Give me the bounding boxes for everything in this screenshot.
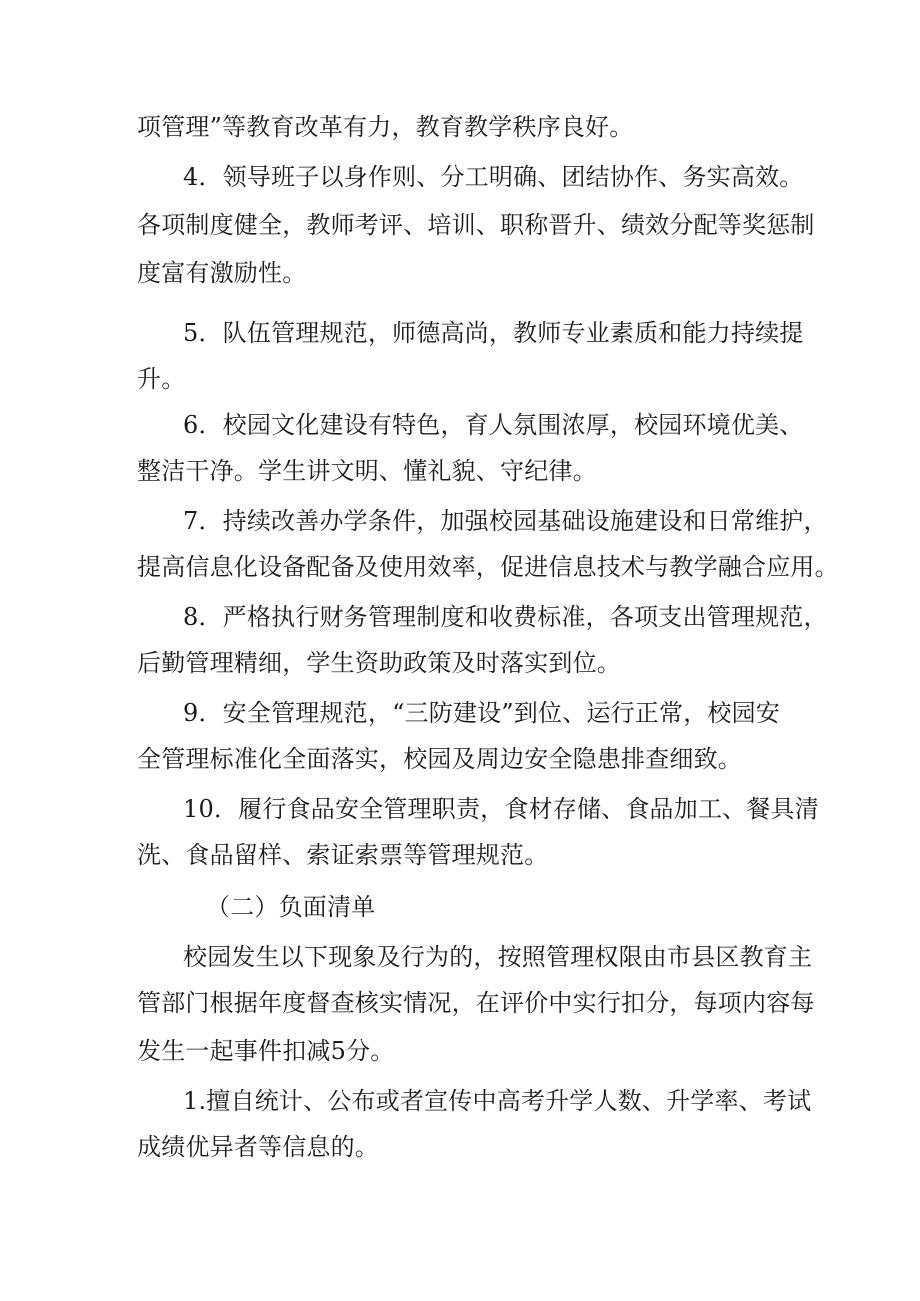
negative-item-1-line-2: 成绩优异者等信息的。 [137,1133,379,1161]
item-8-line-1: 8．严格执行财务管理制度和收费标准，各项支出管理规范， [183,603,828,631]
section-heading: （二）负面清单 [206,893,376,921]
intro-line-1: 校园发生以下现象及行为的，按照管理权限由市县区教育主 [183,943,813,971]
item-4-line-3: 度富有激励性。 [137,259,307,287]
item-10-line-2: 洗、食品留样、索证索票等管理规范。 [137,841,549,869]
item-8-line-2: 后勤管理精细，学生资助政策及时落实到位。 [137,649,621,677]
item-10-line-1: 10．履行食品安全管理职责，食材存储、食品加工、餐具清 [183,795,819,823]
item-7-line-2: 提高信息化设备配备及使用效率，促进信息技术与教学融合应用。 [137,553,839,581]
item-6-line-2: 整洁干净。学生讲文明、懂礼貌、守纪律。 [137,457,597,485]
negative-item-1-line-1: 1.擅自统计、公布或者宣传中高考升学人数、升学率、考试 [183,1087,812,1115]
item-9-line-2: 全管理标准化全面落实，校园及周边安全隐患排查细致。 [137,745,742,773]
item-3-line-2: 项管理”等教育改革有力，教育教学秩序良好。 [137,113,634,141]
item-4-line-1: 4．领导班子以身作则、分工明确、团结协作、务实高效。 [183,163,804,191]
item-5-line-1: 5．队伍管理规范，师德高尚，教师专业素质和能力持续提 [183,319,804,347]
item-9-line-1: 9．安全管理规范，“三防建设”到位、运行正常，校园安 [183,699,781,727]
item-6-line-1: 6．校园文化建设有特色，育人氛围浓厚，校园环境优美、 [183,411,804,439]
item-5-line-2: 升。 [137,365,186,393]
item-4-line-2: 各项制度健全，教师考评、培训、职称晋升、绩效分配等奖惩制 [137,211,815,239]
intro-line-2: 管部门根据年度督查核实情况，在评价中实行扣分，每项内容每 [137,989,815,1017]
item-7-line-1: 7．持续改善办学条件，加强校园基础设施建设和日常维护， [183,507,828,535]
intro-line-3: 发生一起事件扣减5分。 [137,1037,395,1065]
